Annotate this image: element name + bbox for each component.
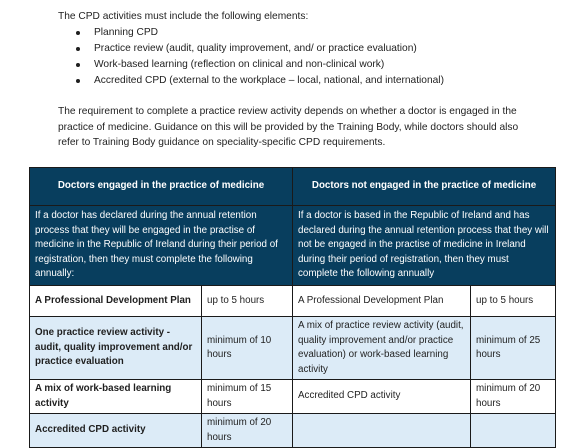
cpd-requirements-table bbox=[29, 167, 556, 448]
header-not-engaged: Doctors not engaged in the practice of medicine bbox=[293, 168, 556, 206]
bullet-icon bbox=[76, 63, 80, 67]
list-item: Accredited CPD (external to the workplace – local, national, and international) bbox=[76, 73, 444, 89]
hours-cell: minimum of 15 hours bbox=[202, 380, 293, 414]
table-row bbox=[30, 286, 556, 317]
bullet-icon bbox=[76, 79, 80, 83]
description-not-engaged: If a doctor is based in the Republic of Ireland and has declared during the annual retention process that they will not be engaged in the practise of medicine in Ireland during their period of registration, then they must complete the following annually bbox=[293, 206, 556, 286]
bullet-icon bbox=[76, 47, 80, 51]
activity-cell bbox=[293, 414, 471, 448]
activity-cell: A mix of practice review activity (audit, quality improvement and/or practice evaluation) or work-based learning activity bbox=[293, 317, 471, 380]
activity-cell: A Professional Development Plan bbox=[30, 286, 202, 317]
table-header-row bbox=[30, 168, 556, 206]
activity-cell: A mix of work-based learning activity bbox=[30, 380, 202, 414]
description-engaged: If a doctor has declared during the annual retention process that they will be engaged in the practise of medicine in the Republic of Ireland during their period of registration, then they must complete the following annually: bbox=[30, 206, 293, 286]
intro-text: The CPD activities must include the following elements: bbox=[58, 11, 309, 22]
cpd-elements-list bbox=[76, 25, 444, 89]
requirement-paragraph: The requirement to complete a practice review activity depends on whether a doctor is engaged in the practice of medicine. Guidance on this will be provided by the Training Body, while doctors should also refer to Training Body guidance on speciality-specific CPD requirements. bbox=[58, 106, 519, 148]
table-row bbox=[30, 414, 556, 448]
hours-cell: up to 5 hours bbox=[202, 286, 293, 317]
hours-cell: up to 5 hours bbox=[471, 286, 556, 317]
hours-cell bbox=[471, 414, 556, 448]
list-item: Planning CPD bbox=[76, 25, 444, 41]
bullet-icon bbox=[76, 31, 80, 35]
hours-cell: minimum of 20 hours bbox=[202, 414, 293, 448]
list-item: Work-based learning (reflection on clinical and non-clinical work) bbox=[76, 57, 444, 73]
list-item: Practice review (audit, quality improvement, and/ or practice evaluation) bbox=[76, 41, 444, 57]
table-row bbox=[30, 380, 556, 414]
activity-cell: Accredited CPD activity bbox=[30, 414, 202, 448]
hours-cell: minimum of 25 hours bbox=[471, 317, 556, 380]
hours-cell: minimum of 20 hours bbox=[471, 380, 556, 414]
header-engaged: Doctors engaged in the practice of medicine bbox=[30, 168, 293, 206]
hours-cell: minimum of 10 hours bbox=[202, 317, 293, 380]
activity-cell: Accredited CPD activity bbox=[293, 380, 471, 414]
activity-cell: One practice review activity - audit, quality improvement and/or practice evaluation bbox=[30, 317, 202, 380]
table-row bbox=[30, 317, 556, 380]
table-description-row bbox=[30, 206, 556, 286]
activity-cell: A Professional Development Plan bbox=[293, 286, 471, 317]
